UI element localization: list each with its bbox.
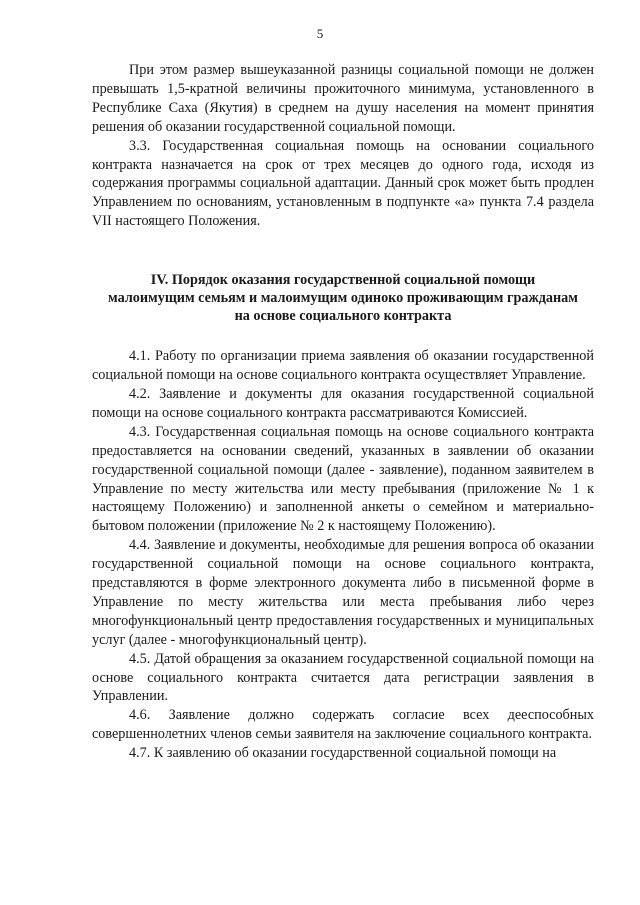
section-heading-line-1: IV. Порядок оказания государственной социальной помощи bbox=[150, 272, 536, 289]
paragraph-3-3: 3.3. Государственная социальная помощь на основании социального контракта назначается на срок от трех месяцев до одного года, исходя из содержания программы социальной адаптации. Данный срок может быть продлен Управлением по основаниям, установленным в подпункте «а» пункта 7.4 раздела VII настоящего Положения. bbox=[92, 137, 594, 230]
section-heading-line-3: на основе социального контракта bbox=[234, 308, 452, 325]
paragraph-4-6: 4.6. Заявление должно содержать согласие всех дееспособных совершеннолетних членов семьи заявителя на заключение социального контракта. bbox=[92, 707, 594, 743]
paragraph-4-5: 4.5. Датой обращения за оказанием государственной социальной помощи на основе социального контракта считается дата регистрации заявления в Управлении. bbox=[92, 650, 594, 705]
paragraph-4-4: 4.4. Заявление и документы, необходимые для решения вопроса об оказании государственной социальной помощи на основе социального контракта, представляются в форме электронного документа либо в письменной форме в Управление по месту жительства или места пребывания либо через многофункциональный центр предоставления государственных и муниципальных услуг (далее - многофункциональный центр). bbox=[92, 537, 594, 648]
section-heading-line-2: малоимущим семьям и малоимущим одиноко проживающим гражданам bbox=[108, 290, 578, 307]
section-heading bbox=[92, 271, 594, 325]
paragraph-4-1: 4.1. Работу по организации приема заявления об оказании государственной социальной помощи на основе социального контракта осуществляет Управление. bbox=[92, 348, 594, 384]
paragraph-4-7: 4.7. К заявлению об оказании государственной социальной помощи на bbox=[129, 745, 557, 762]
document-body bbox=[92, 61, 594, 763]
paragraph-intro-1: При этом размер вышеуказанной разницы социальной помощи не должен превышать 1,5-кратной величины прожиточного минимума, установленного в Республике Саха (Якутия) в среднем на душу населения на момент принятия решения об оказании государственной социальной помощи. bbox=[92, 62, 594, 135]
paragraph-4-3: 4.3. Государственная социальная помощь на основе социального контракта предоставляется на основании сведений, указанных в заявлении об оказании государственной социальной помощи (далее - заявление), поданном заявителем в Управление по месту жительства или месту пребывания (приложение № 1 к настоящему Положению) и заполненной анкеты о семейном и материально-бытовом положении (приложение № 2 к настоящему Положению). bbox=[92, 423, 594, 535]
paragraph-4-2: 4.2. Заявление и документы для оказания государственной социальной помощи на основе социального контракта рассматриваются Комиссией. bbox=[92, 385, 594, 421]
page-number: 5 bbox=[316, 26, 324, 41]
